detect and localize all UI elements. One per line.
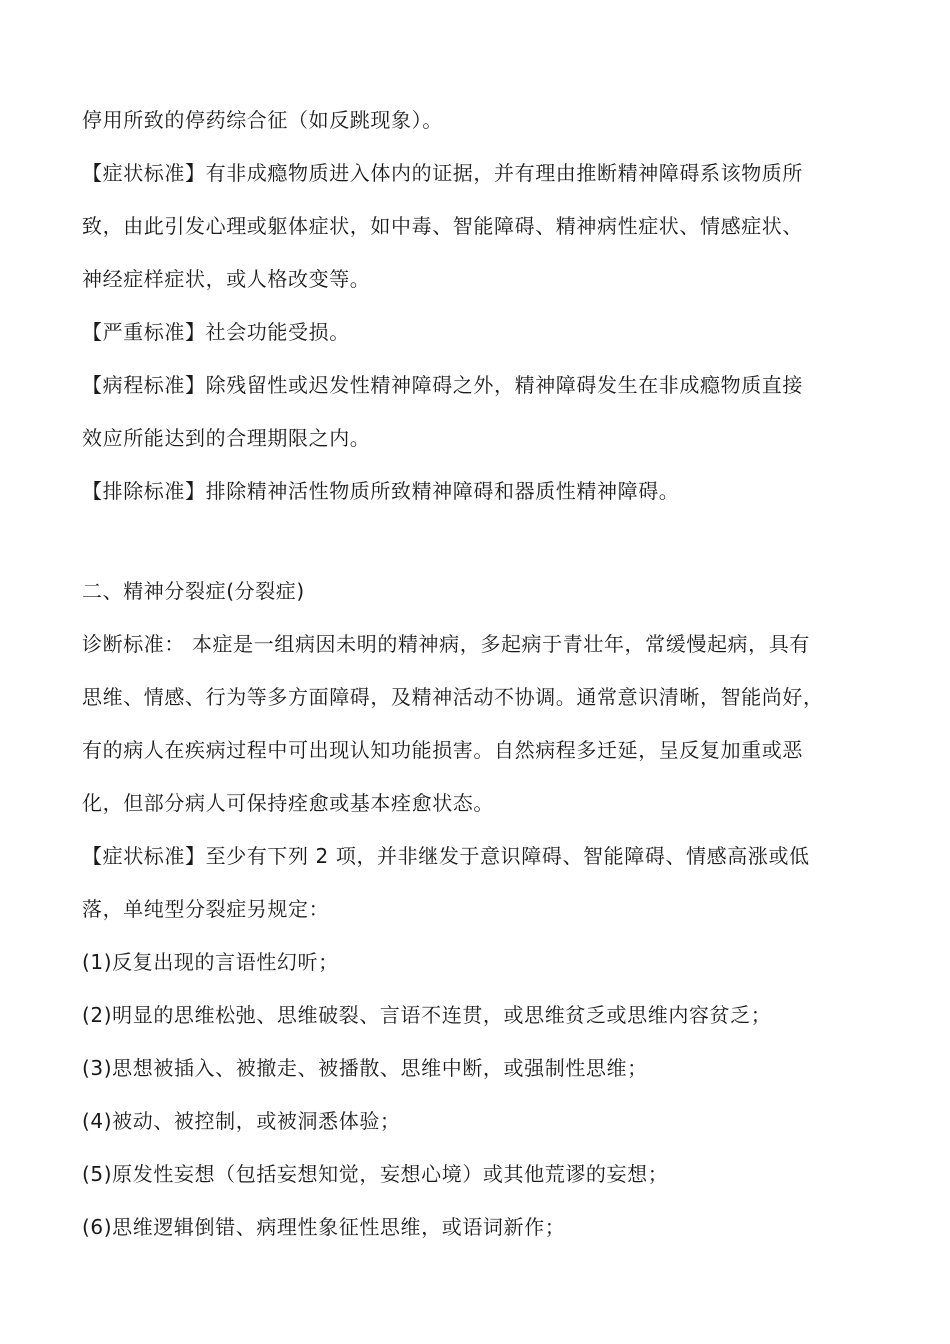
document-body (82, 108, 874, 1239)
section-heading: 二、精神分裂症(分裂症) (82, 579, 305, 603)
text-line: 落，单纯型分裂症另规定： (82, 897, 330, 921)
text-line: 【严重标准】社会功能受损。 (82, 320, 350, 344)
text-line: 【症状标准】至少有下列 2 项，并非继发于意识障碍、智能障碍、情感高涨或低 (82, 844, 810, 868)
list-item: (4)被动、被控制，或被洞悉体验； (82, 1109, 401, 1133)
text-line: 思维、情感、行为等多方面障碍，及精神活动不协调。通常意识清晰，智能尚好， (82, 685, 824, 709)
text-line: 效应所能达到的合理期限之内。 (82, 426, 371, 450)
text-line: 致，由此引发心理或躯体症状，如中毒、智能障碍、精神病性症状、情感症状、 (82, 214, 803, 238)
list-item: (1)反复出现的言语性幻听； (82, 950, 339, 974)
text-line: 诊断标准： 本症是一组病因未明的精神病，多起病于青壮年，常缓慢起病，具有 (82, 632, 810, 656)
text-line: 停用所致的停药综合征（如反跳现象）。 (82, 108, 443, 132)
text-line: 有的病人在疾病过程中可出现认知功能损害。自然病程多迁延，呈反复加重或恶 (82, 738, 803, 762)
list-item: (2)明显的思维松弛、思维破裂、言语不连贯，或思维贫乏或思维内容贫乏； (82, 1003, 772, 1027)
text-line: 【排除标准】排除精神活性物质所致精神障碍和器质性精神障碍。 (82, 479, 680, 503)
list-item: (3)思想被插入、被撤走、被播散、思维中断，或强制性思维； (82, 1056, 648, 1080)
list-item: (5)原发性妄想（包括妄想知觉，妄想心境）或其他荒谬的妄想； (82, 1162, 669, 1186)
text-line: 神经症样症状，或人格改变等。 (82, 267, 371, 291)
text-line: 化，但部分病人可保持痊愈或基本痊愈状态。 (82, 791, 494, 815)
text-line: 【症状标准】有非成瘾物质进入体内的证据，并有理由推断精神障碍系该物质所 (82, 161, 803, 185)
list-item: (6)思维逻辑倒错、病理性象征性思维，或语词新作； (82, 1215, 566, 1239)
text-line: 【病程标准】除残留性或迟发性精神障碍之外，精神障碍发生在非成瘾物质直接 (82, 373, 803, 397)
